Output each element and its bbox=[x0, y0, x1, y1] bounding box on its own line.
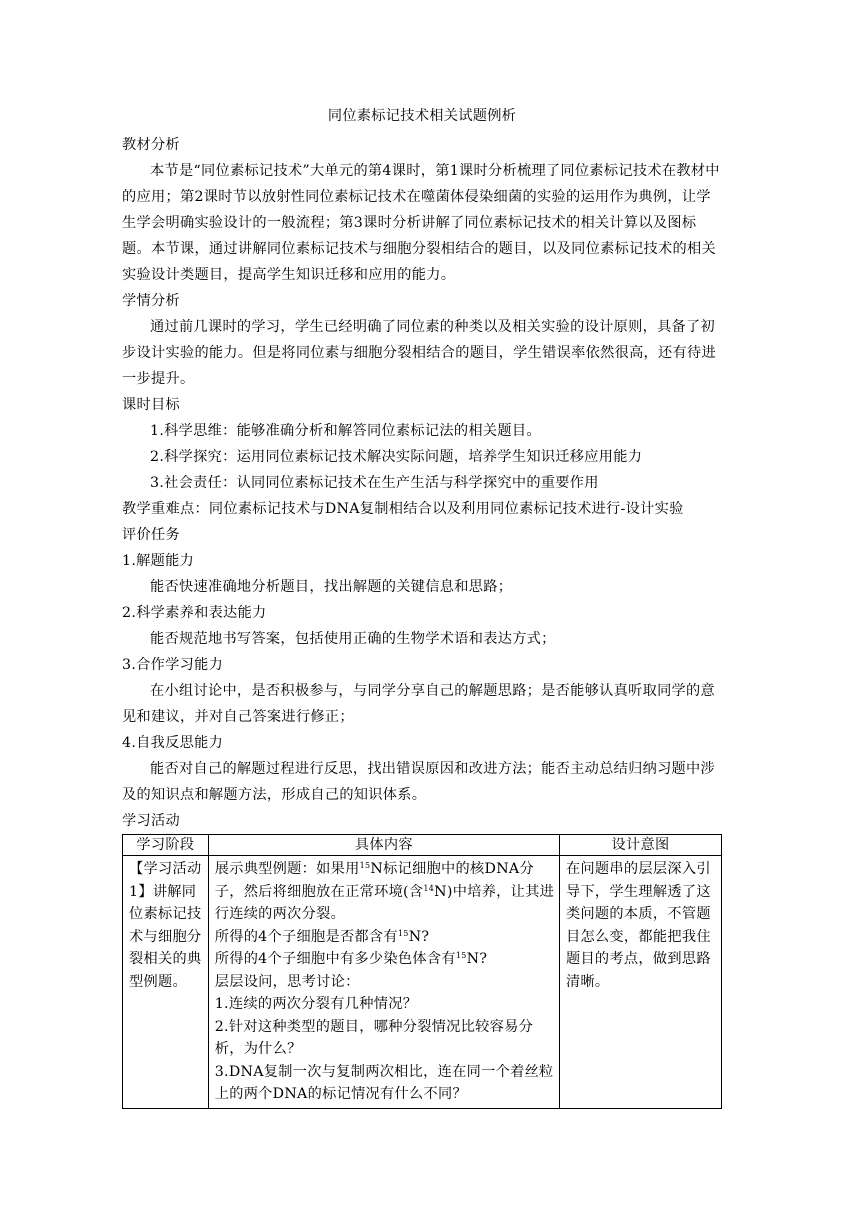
evaluation-item-body: 能否规范地书写答案，包括使用正确的生物学术语和表达方式； bbox=[150, 631, 556, 647]
table-header-cell: 具体内容 bbox=[208, 835, 559, 856]
table-header-row bbox=[123, 835, 722, 856]
section-heading-activities: 学习活动 bbox=[122, 813, 180, 829]
discussion-item: 1.连续的两次分裂有几种情况？ bbox=[214, 996, 418, 1012]
evaluation-item-title: 2.科学素养和表达能力 bbox=[122, 605, 267, 621]
goal-item: 3.社会责任：认同同位素标记技术在生产生活与科学探究中的重要作用 bbox=[150, 475, 599, 491]
evaluation-item-title: 3.合作学习能力 bbox=[122, 657, 224, 673]
evaluation-item-body: 能否快速准确地分析题目，找出解题的关键信息和思路； bbox=[150, 579, 513, 595]
page-title: 同位素标记技术相关试题例析 bbox=[327, 108, 517, 124]
section-heading-textbook: 教材分析 bbox=[122, 137, 180, 153]
discussion-item: 2.针对这种类型的题目，哪种分裂情况比较容易分析，为什么？ bbox=[214, 1018, 534, 1057]
section-heading-goals: 课时目标 bbox=[122, 397, 180, 413]
evaluation-item-title: 4.自我反思能力 bbox=[122, 735, 224, 751]
evaluation-item-body: 能否对自己的解题过程进行反思，找出错误原因和改进方法；能否主动总结归纳习题中涉及的知识点和解题方法，形成自己的知识体系。 bbox=[122, 761, 716, 803]
table-header-cell: 设计意图 bbox=[559, 835, 721, 856]
table-header-cell: 学习阶段 bbox=[123, 835, 209, 856]
discussion-item: 3.DNA复制一次与复制两次相比，连在同一个着丝粒上的两个DNA的标记情况有什么不同？ bbox=[214, 1063, 554, 1102]
activity-table bbox=[122, 834, 722, 1109]
table-row bbox=[123, 856, 722, 1109]
section-heading-students: 学情分析 bbox=[122, 293, 180, 309]
example-question: 展示典型例题：如果用$^{15}$N标记细胞中的核DNA分子，然后将细胞放在正常环境(含$^{14}$N)中培养，让其进行连续的两次分裂。 bbox=[214, 861, 555, 922]
intent-cell: 在问题串的层层深入引导下，学生理解透了这类问题的本质，不管题目怎么变，都能把我住题目的考点，做到思路清晰。 bbox=[559, 856, 721, 1109]
content-cell bbox=[208, 856, 559, 1109]
question-1: 所得的4个子细胞是否都含有$^{15}$N? bbox=[214, 928, 430, 945]
textbook-analysis-paragraph: 本节是“同位素标记技术”大单元的第4课时，第1课时分析梳理了同位素标记技术在教材中的应用；第2课时节以放射性同位素标记技术在噬菌体侵染细菌的实验的运用作为典例，让学生学会明确实验设计的一般流程；第3课时分析讲解了同位素标记技术的相关计算以及图标题。本节课，通过讲解同位素标记技术与细胞分裂相结合的题目，以及同位素标记技术的相关实验设计类题目，提高学生知识迁移和应用的能力。 bbox=[122, 163, 720, 283]
goal-item: 2.科学探究：运用同位素标记技术解决实际问题，培养学生知识迁移应用能力 bbox=[150, 449, 643, 465]
section-heading-evaluation: 评价任务 bbox=[122, 527, 180, 543]
document-page bbox=[122, 100, 722, 1109]
goal-item: 1.科学思维：能够准确分析和解答同位素标记法的相关题目。 bbox=[150, 423, 541, 439]
discussion-prompt: 层层设问，思考讨论： bbox=[214, 973, 360, 990]
evaluation-item-title: 1.解题能力 bbox=[122, 553, 195, 569]
key-points: 教学重难点：同位素标记技术与DNA复制相结合以及利用同位素标记技术进行-设计实验 bbox=[122, 501, 684, 517]
stage-cell: 【学习活动1】讲解同位素标记技术与细胞分裂相关的典型例题。 bbox=[123, 856, 209, 1109]
evaluation-item-body: 在小组讨论中，是否积极参与，与同学分享自己的解题思路；是否能够认真听取同学的意见和建议，并对自己答案进行修正； bbox=[122, 683, 716, 725]
student-analysis-paragraph: 通过前几课时的学习，学生已经明确了同位素的种类以及相关实验的设计原则，具备了初步设计实验的能力。但是将同位素与细胞分裂相结合的题目，学生错误率依然很高，还有待进一步提升。 bbox=[122, 319, 716, 387]
question-2: 所得的4个子细胞中有多少染色体含有$^{15}$N? bbox=[214, 951, 488, 967]
